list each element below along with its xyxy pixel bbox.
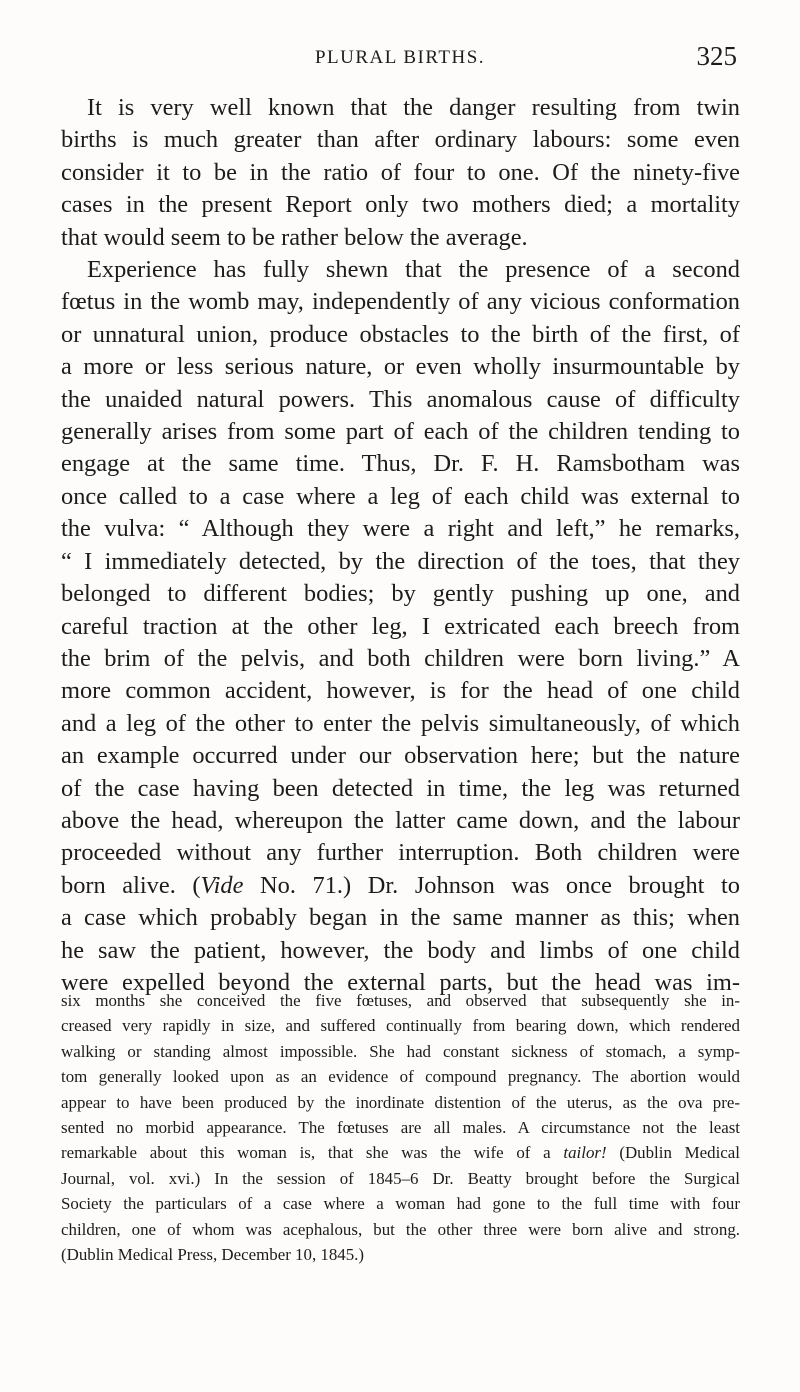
- text-line: careful traction at the other leg, I extricated each breech from: [61, 612, 740, 640]
- footnote: [61, 988, 740, 1267]
- footnote-line: (Dublin Medical Press, December 10, 1845.): [61, 1245, 365, 1265]
- page-header: [0, 41, 800, 83]
- text-line: that would seem to be rather below the average.: [61, 223, 528, 251]
- text-line: above the head, whereupon the latter came down, and the labour: [61, 806, 740, 834]
- text-line: “ I immediately detected, by the direction of the toes, that they: [61, 547, 740, 575]
- footnote-line: six months she conceived the five fœtuses, and observed that subsequently she in-: [61, 991, 740, 1010]
- text-line: It is very well known that the danger resulting from twin: [87, 94, 740, 121]
- text-line-vide: born alive. (Vide No. 71.) Dr. Johnson was once brought to: [61, 871, 740, 899]
- vide-italic: Vide: [200, 871, 244, 899]
- text-line: generally arises from some part of each of the children tending to: [61, 418, 740, 446]
- text-line: a case which probably began in the same manner as this; when: [61, 904, 740, 932]
- text-line: once called to a case where a leg of each child was external to: [61, 482, 740, 510]
- footnote-line: creased very rapidly in size, and suffered continually from bearing down, which rendered: [61, 1016, 740, 1036]
- text-line: of the case having been detected in time, the leg was returned: [61, 774, 740, 802]
- footnote-line: sented no morbid appearance. The fœtuses are all males. A circumstance not the least: [61, 1118, 740, 1138]
- text-line: an example occurred under our observation here; but the nature: [61, 742, 740, 770]
- text-line: consider it to be in the ratio of four to one. Of the ninety-five: [61, 158, 740, 186]
- text-line: births is much greater than after ordinary labours: some even: [61, 126, 740, 154]
- text-line: were expelled beyond the external parts, but the head was im-: [61, 968, 740, 996]
- text-line: the vulva: “ Although they were a right and left,” he remarks,: [61, 515, 740, 543]
- text-line: and a leg of the other to enter the pelvis simultaneously, of which: [61, 709, 740, 737]
- text-line: he saw the patient, however, the body and limbs of one child: [61, 936, 740, 964]
- text-line: Experience has fully shewn that the presence of a second: [87, 256, 740, 284]
- page-number: 325: [696, 41, 737, 71]
- text-line: cases in the present Report only two mothers died; a mortality: [61, 191, 740, 219]
- text-line: belonged to different bodies; by gently pushing up one, and: [61, 580, 740, 608]
- text-line: a more or less serious nature, or even wholly insurmountable by: [61, 353, 740, 381]
- footnote-line: tom generally looked upon as an evidence of compound pregnancy. The abortion would: [61, 1067, 740, 1087]
- footnote-line: walking or standing almost impossible. She had constant sickness of stomach, a symp-: [61, 1041, 740, 1061]
- text-line: engage at the same time. Thus, Dr. F. H. Ramsbotham was: [61, 450, 740, 478]
- tailor-italic: tailor!: [563, 1143, 607, 1163]
- text-line: more common accident, however, is for the head of one child: [61, 677, 740, 705]
- footnote-line: Journal, vol. xvi.) In the session of 1845–6 Dr. Beatty brought before the Surgical: [61, 1168, 740, 1188]
- text-line: the brim of the pelvis, and both children were born living.” A: [61, 644, 740, 672]
- running-title: PLURAL BIRTHS.: [314, 47, 486, 68]
- text-line: fœtus in the womb may, independently of any vicious conformation: [61, 288, 740, 316]
- footnote-line-tailor: remarkable about this woman is, that she was the wife of a tailor! (Dublin Medical: [61, 1143, 740, 1163]
- footnote-line: appear to have been produced by the inordinate distention of the uterus, as the ova pre-: [61, 1092, 740, 1112]
- main-text: [61, 92, 740, 999]
- footnote-line: Society the particulars of a case where a woman had gone to the full time with four: [61, 1194, 740, 1214]
- text-line: the unaided natural powers. This anomalous cause of difficulty: [61, 385, 740, 413]
- text-line: or unnatural union, produce obstacles to the birth of the first, of: [61, 320, 740, 348]
- text-line: proceeded without any further interruption. Both children were: [61, 839, 740, 867]
- footnote-line: children, one of whom was acephalous, but the other three were born alive and strong.: [61, 1219, 740, 1239]
